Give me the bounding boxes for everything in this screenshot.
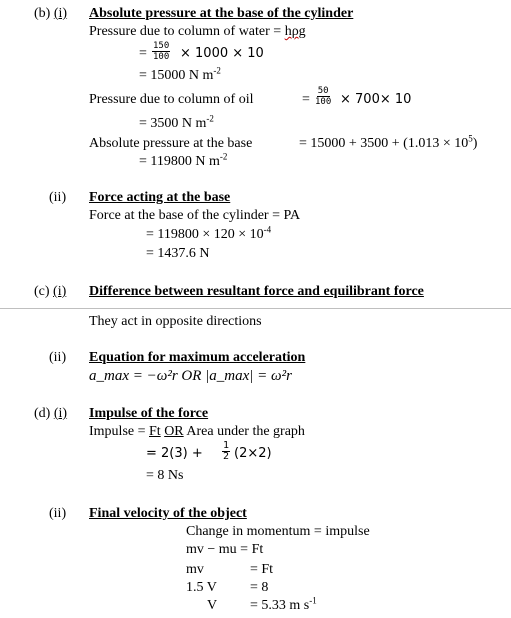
heading-max-acceleration: Equation for maximum acceleration [89, 350, 306, 365]
heading-absolute-pressure: Absolute pressure at the base of the cylinder [89, 6, 354, 21]
force-result: = 1437.6 N [146, 246, 210, 261]
fraction-50-100: $\frac{50}{100}$ [315, 86, 332, 107]
max-acceleration-equation: a_max = −ω²r OR |a_max| = ω²r [89, 368, 292, 384]
final-velocity-value: = 5.33 m $s^{-1}$ [250, 595, 317, 613]
momentum-impulse-text: Change in momentum = impulse [186, 524, 370, 539]
heading-resultant-equilibrant: Difference between resultant force and equilibrant force [89, 284, 424, 299]
mv-label: mv [186, 562, 204, 577]
oil-pressure-label: Pressure due to column of oil [89, 92, 254, 107]
impulse-definition: Impulse = Ft OR Area under the graph [89, 424, 305, 439]
v-coefficient: 1.5 V [186, 580, 217, 595]
impulse-result: = 8 Ns [146, 468, 184, 483]
part-c-ii-label: (ii) [49, 350, 67, 365]
oil-eq-prefix: = [302, 92, 310, 107]
eq-15000: = 15000 N $m^{-2}$ [139, 65, 221, 83]
part-b-label: (b) (i) [34, 6, 68, 21]
heading-force-base: Force acting at the base [89, 190, 231, 205]
fraction-150-100: $\frac{150}{100}$ [153, 41, 170, 62]
fraction-one-half: $\frac{1}{2}$ [223, 440, 230, 462]
opposite-directions-text: They act in opposite directions [89, 314, 262, 329]
absolute-pressure-sum: = $15000 + 3500 + (1.013 \times 10^5)$ [299, 133, 478, 151]
part-d-ii-label: (ii) [49, 506, 67, 521]
force-base-text: Force at the base of the cylinder = PA [89, 208, 301, 223]
part-d-label: (d) (i) [34, 406, 68, 421]
part-c-label: (c) (i) [34, 284, 67, 299]
impulse-calc-b: (2×2) [234, 446, 272, 461]
heading-final-velocity: Final velocity of the object [89, 506, 247, 521]
v-coefficient-value: = 8 [250, 580, 269, 595]
section-divider [0, 308, 511, 309]
part-b-ii-label: (ii) [49, 190, 67, 205]
momentum-equation: mv − mu = Ft [186, 542, 264, 557]
impulse-calc-a: = 2(3) + [146, 446, 203, 461]
absolute-pressure-label: Absolute pressure at the base [89, 136, 253, 151]
eq-3500: = 3500 N $m^{-2}$ [139, 113, 214, 131]
final-velocity-label: V [207, 598, 218, 613]
mv-value: = Ft [250, 562, 274, 577]
eq-119800: = 119800 N $m^{-2}$ [139, 151, 228, 169]
heading-impulse: Impulse of the force [89, 406, 209, 421]
eq1-prefix: = [139, 46, 147, 61]
oil-eq-rest: × 700× 10 [340, 92, 412, 107]
water-pressure-line: Pressure due to column of water = hρg [89, 24, 306, 39]
eq1-rest: × 1000 × 10 [180, 46, 264, 61]
force-calc: = $119800 \times 120 \times 10^{-4}$ [146, 224, 272, 242]
